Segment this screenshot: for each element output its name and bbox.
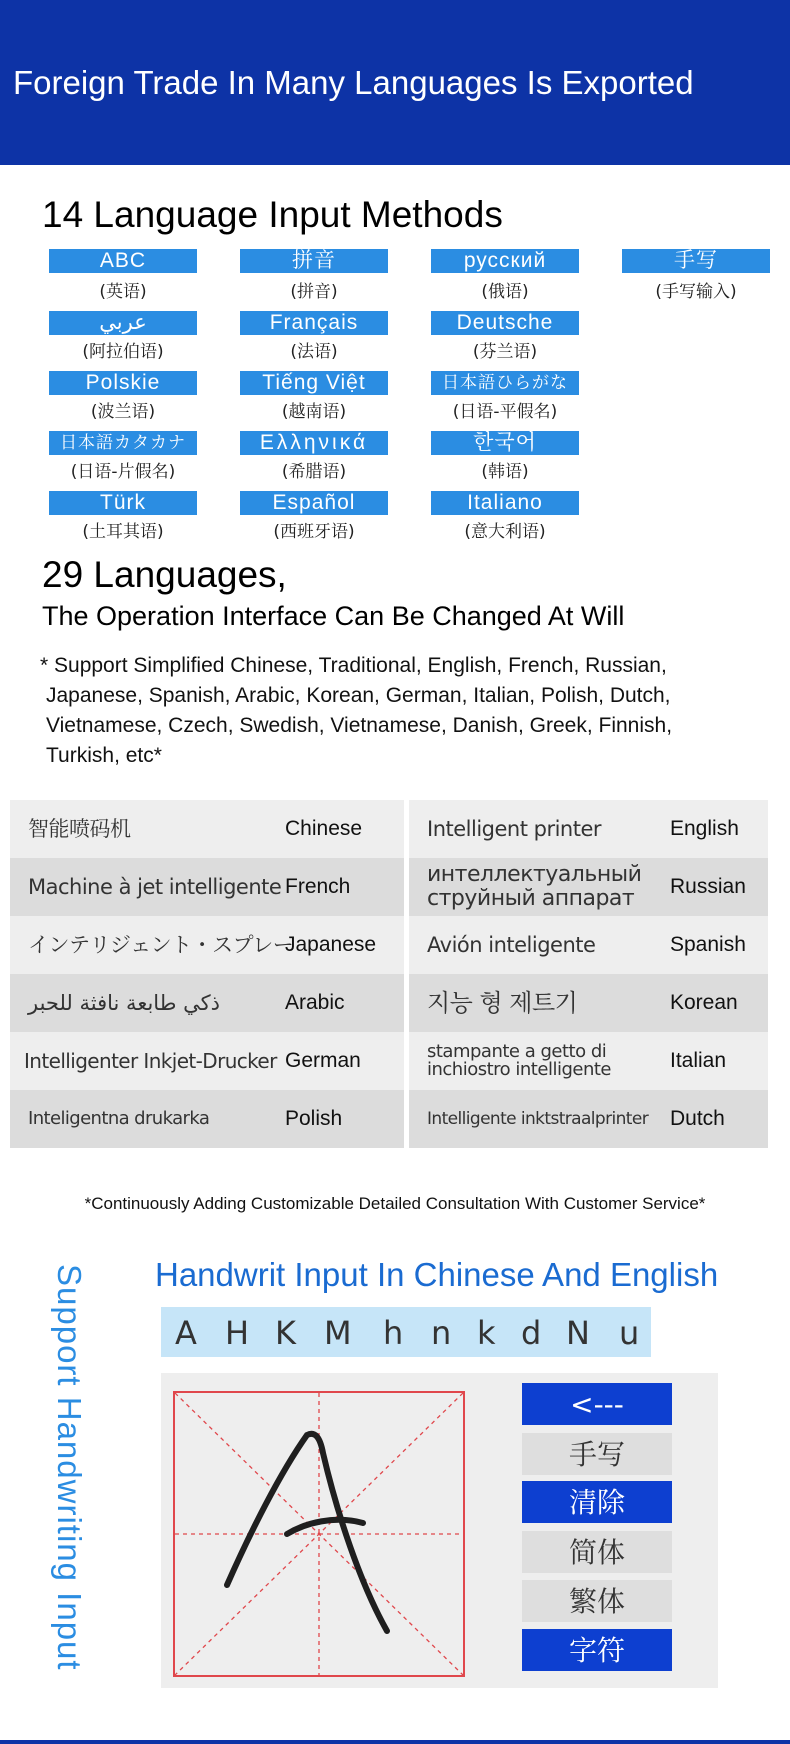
- term: インテリジェント・スプレー: [28, 932, 294, 957]
- table-row: [10, 800, 404, 858]
- term: 지능 형 제트기: [427, 988, 578, 1017]
- table-row: [409, 974, 768, 1032]
- lang-button-abc[interactable]: ABC: [49, 249, 197, 273]
- term: Intelligente inktstraalprinter: [427, 1109, 649, 1129]
- handwriting-canvas[interactable]: [173, 1391, 465, 1677]
- table-row: [10, 1090, 404, 1148]
- languages-title: 29 Languages,: [42, 554, 287, 595]
- table-row: [409, 1090, 768, 1148]
- candidate-char[interactable]: h: [383, 1314, 404, 1352]
- language-name: Polish: [285, 1107, 343, 1130]
- lang-button-italian[interactable]: Italiano: [431, 491, 579, 515]
- handwritten-stroke: [287, 1520, 363, 1534]
- vertical-label: Support Handwriting Input: [51, 1264, 88, 1671]
- term: ذكي طابعة نافثة للحبر: [28, 990, 220, 1015]
- term: Intelligent printer: [427, 816, 602, 841]
- language-name: English: [670, 817, 739, 840]
- handwrite-mode-button[interactable]: 手写: [522, 1433, 672, 1475]
- header-banner: [0, 0, 790, 165]
- note-line: Vietnamese, Czech, Swedish, Vietnamese, Danish, Greek, Finnish,: [46, 714, 673, 737]
- candidate-char[interactable]: n: [431, 1314, 452, 1352]
- lang-button-spanish[interactable]: Español: [240, 491, 388, 515]
- term: Avión inteligente: [427, 932, 596, 957]
- note-line: Japanese, Spanish, Arabic, Korean, German, Italian, Polish, Dutch,: [46, 684, 671, 707]
- handwriting-panel: [161, 1373, 718, 1688]
- term: интеллектуальный струйный аппарат: [427, 862, 642, 911]
- lang-sub: (意大利语): [464, 522, 546, 542]
- lang-button-hiragana[interactable]: 日本語ひらがな: [431, 371, 579, 395]
- term: Intelligenter Inkjet-Drucker: [24, 1049, 277, 1073]
- lang-sub: (日语-片假名): [70, 462, 176, 482]
- lang-sub: (波兰语): [90, 402, 156, 422]
- lang-button-french[interactable]: Français: [240, 311, 388, 335]
- lang-sub: (俄语): [481, 282, 529, 302]
- note-line: Turkish, etc*: [46, 744, 162, 767]
- candidate-char[interactable]: N: [566, 1314, 590, 1352]
- lang-button-greek[interactable]: Ελληνικά: [240, 431, 388, 455]
- lang-sub: (韩语): [481, 462, 529, 482]
- footnote: *Continuously Adding Customizable Detailed Consultation With Customer Service*: [84, 1194, 706, 1213]
- language-name: Spanish: [670, 933, 746, 956]
- language-name: Russian: [670, 875, 746, 898]
- translation-table-right: [409, 800, 768, 1148]
- clear-button[interactable]: 清除: [522, 1481, 672, 1523]
- language-name: Japanese: [285, 933, 377, 956]
- backspace-button[interactable]: <---: [522, 1383, 672, 1425]
- traditional-button[interactable]: 繁体: [522, 1580, 672, 1622]
- language-name: French: [285, 875, 351, 898]
- lang-sub: (西班牙语): [273, 522, 355, 542]
- lang-button-vietnamese[interactable]: Tiếng Việt: [240, 371, 388, 395]
- term: Inteligentna drukarka: [28, 1108, 210, 1129]
- languages-subtitle: The Operation Interface Can Be Changed At Will: [42, 601, 625, 631]
- language-name: German: [285, 1049, 361, 1072]
- lang-sub: (土耳其语): [82, 522, 164, 542]
- candidate-char[interactable]: K: [275, 1314, 296, 1352]
- lang-sub: (法语): [290, 342, 338, 362]
- symbol-button[interactable]: 字符: [522, 1629, 672, 1671]
- lang-sub: (手写输入): [655, 282, 737, 302]
- candidate-char[interactable]: M: [324, 1314, 352, 1352]
- lang-button-turkish[interactable]: Türk: [49, 491, 197, 515]
- table-row: [10, 974, 404, 1032]
- translation-table-left: [10, 800, 404, 1148]
- term: 智能喷码机: [28, 816, 131, 841]
- table-row: [10, 858, 404, 916]
- lang-sub: (芬兰语): [472, 342, 538, 362]
- lang-button-russian[interactable]: русский: [431, 249, 579, 273]
- language-name: Chinese: [285, 817, 363, 840]
- table-row: [409, 1032, 768, 1090]
- language-name: Korean: [670, 991, 738, 1014]
- candidate-char[interactable]: u: [619, 1314, 640, 1352]
- lang-sub: (希腊语): [281, 462, 347, 482]
- table-row: [409, 800, 768, 858]
- handwriting-title: Handwrit Input In Chinese And English: [155, 1256, 719, 1293]
- candidate-bar: [161, 1307, 651, 1357]
- candidate-char[interactable]: k: [477, 1314, 496, 1352]
- simplified-button[interactable]: 简体: [522, 1531, 672, 1573]
- lang-button-pinyin[interactable]: 拼音: [240, 249, 388, 273]
- lang-sub: (日语-平假名): [452, 402, 558, 422]
- writing-grid: [175, 1393, 463, 1675]
- lang-button-arabic[interactable]: عربي: [49, 311, 197, 335]
- language-name: Arabic: [285, 991, 345, 1014]
- lang-button-katakana[interactable]: 日本語カタカナ: [49, 431, 197, 455]
- lang-button-german[interactable]: Deutsche: [431, 311, 579, 335]
- candidate-char[interactable]: H: [225, 1314, 250, 1352]
- language-name: Dutch: [670, 1107, 725, 1130]
- candidate-char[interactable]: A: [175, 1314, 197, 1352]
- term: Machine à jet intelligente: [28, 874, 282, 899]
- footer-bar: [0, 1740, 790, 1744]
- lang-sub: (拼音): [290, 282, 338, 302]
- table-row: [409, 858, 768, 916]
- candidate-char[interactable]: d: [521, 1314, 542, 1352]
- table-row: [10, 1032, 404, 1090]
- term: stampante a getto di inchiostro intelligente: [427, 1041, 611, 1080]
- header-title: Foreign Trade In Many Languages Is Exported: [13, 64, 694, 101]
- lang-button-handwriting[interactable]: 手写: [622, 249, 770, 273]
- language-name: Italian: [670, 1049, 727, 1072]
- note-line: * Support Simplified Chinese, Traditional, English, French, Russian,: [40, 654, 667, 677]
- lang-sub: (英语): [99, 282, 147, 302]
- languages-note: [40, 651, 750, 771]
- lang-sub: (阿拉伯语): [82, 342, 164, 362]
- table-row: [10, 916, 404, 974]
- input-methods-title: 14 Language Input Methods: [42, 194, 503, 235]
- lang-button-polish[interactable]: Polskie: [49, 371, 197, 395]
- table-row: [409, 916, 768, 974]
- lang-sub: (越南语): [281, 402, 347, 422]
- lang-button-korean[interactable]: 한국어: [431, 431, 579, 455]
